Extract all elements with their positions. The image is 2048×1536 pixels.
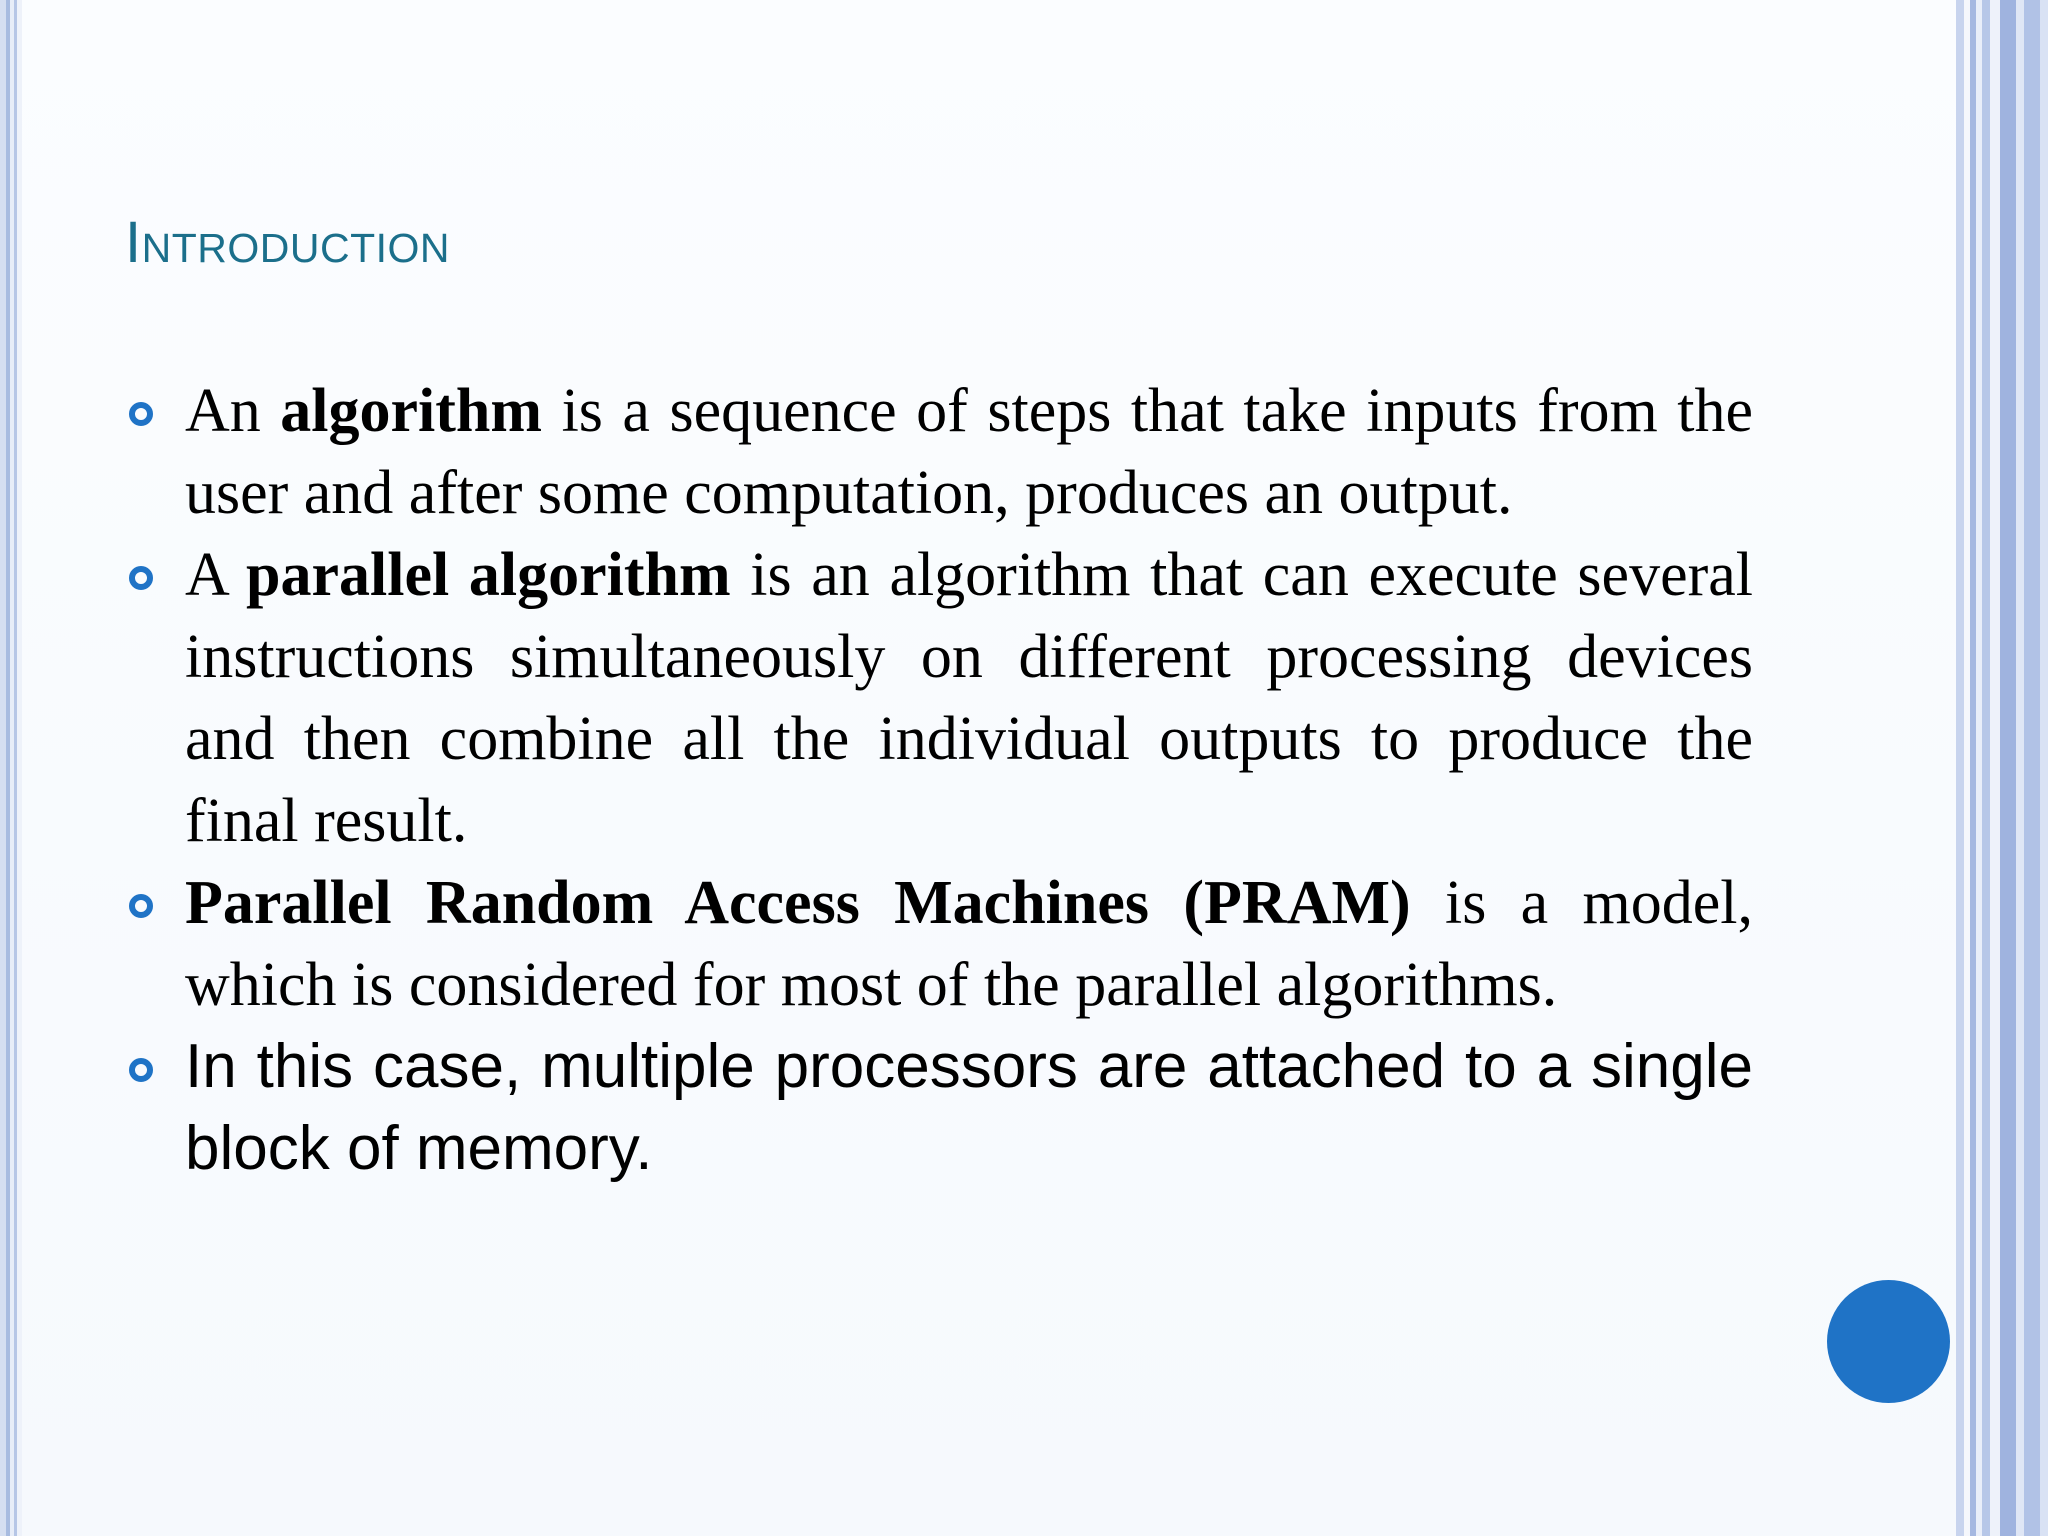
bullet-circle-icon bbox=[129, 402, 153, 426]
bullet-text-pre: An bbox=[185, 377, 281, 445]
bullet-circle-icon bbox=[129, 1058, 153, 1082]
bullet-text-post: is an algorithm that can execute several instructions simultaneously on different processing devices and then combine all the individual outputs to produce the final result. bbox=[185, 541, 1753, 855]
bullet-item bbox=[125, 862, 1753, 1026]
bullet-text-pre: A bbox=[185, 541, 247, 609]
bullet-term: Parallel Random Access Machines (PRAM) bbox=[185, 869, 1411, 937]
bullet-text-post: is a sequence of steps that take inputs from the user and after some computation, produces an output. bbox=[185, 377, 1753, 527]
right-border-decoration bbox=[1956, 0, 2048, 1536]
bullet-item bbox=[125, 1026, 1753, 1190]
slide-title: Introduction bbox=[125, 210, 451, 275]
bullet-item bbox=[125, 370, 1753, 534]
bullet-item bbox=[125, 534, 1753, 862]
bullet-circle-icon bbox=[129, 894, 153, 918]
bullet-term: parallel algorithm bbox=[246, 541, 731, 609]
bullet-circle-icon bbox=[129, 566, 153, 590]
bullet-text: In this case, multiple processors are attached to a single block of memory. bbox=[185, 1032, 1753, 1183]
bullet-text-post: is a model, which is considered for most of the parallel algorithms. bbox=[185, 869, 1753, 1019]
left-border-decoration bbox=[0, 0, 22, 1536]
bullet-list bbox=[125, 370, 1753, 1190]
bullet-term: algorithm bbox=[280, 377, 543, 445]
filled-circle-icon bbox=[1827, 1280, 1950, 1403]
